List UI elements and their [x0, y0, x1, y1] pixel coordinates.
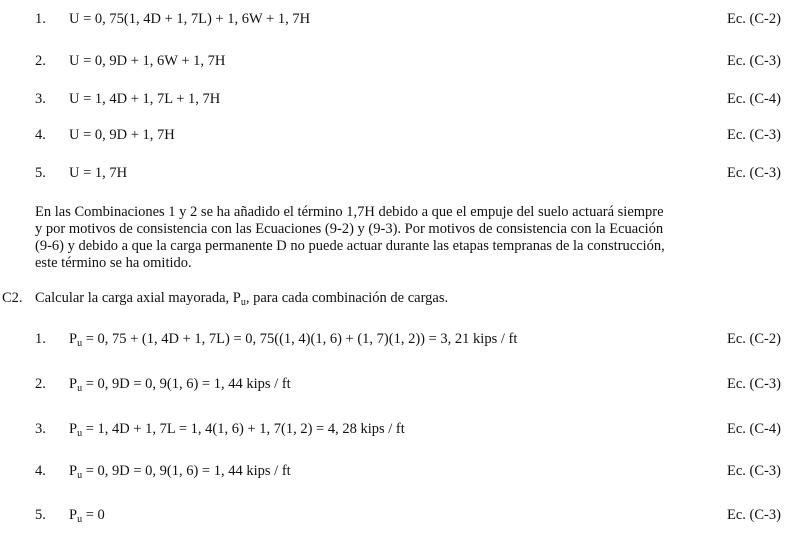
item-number: 3. [35, 421, 46, 437]
heading-text: , para cada combinación de cargas. [245, 290, 449, 306]
equation: U = 1, 7H [69, 165, 128, 181]
equation-body: = 0, 75 + (1, 4D + 1, 7L) = 0, 75((1, 4)(1, 6) + (1, 7)(1, 2)) = 3, 21 kips / ft [82, 331, 518, 347]
paragraph-line: En las Combinaciones 1 y 2 se ha añadido el término 1,7H debido a que el empuje del suelo actuará siempre [35, 204, 664, 220]
paragraph-line: y por motivos de consistencia con las Ecuaciones (9-2) y (9-3). Por motivos de consistencia con la Ecuación [35, 221, 664, 237]
explanation-paragraph [35, 204, 725, 272]
item-number: 5. [35, 165, 46, 181]
equation-reference: Ec. (C-4) [727, 91, 781, 107]
symbol: P [69, 331, 78, 347]
equation-reference: Ec. (C-3) [727, 507, 781, 523]
pu-row [0, 329, 801, 349]
paragraph-line: (9-6) y debido a que la carga permanente D no puede actuar durante las etapas tempranas de la construcción, [35, 238, 665, 254]
equation-reference: Ec. (C-3) [727, 127, 781, 143]
pu-row [0, 419, 801, 439]
equation-body: = 0 [82, 507, 105, 523]
section-heading [2, 288, 448, 313]
pu-row [0, 505, 801, 525]
equation: U = 0, 9D + 1, 7H [69, 127, 175, 143]
item-number: 4. [35, 127, 46, 143]
heading-text: Calcular la carga axial mayorada, P [35, 290, 241, 306]
item-number: 4. [35, 463, 46, 479]
equation-reference: Ec. (C-2) [727, 331, 781, 347]
symbol: P [69, 507, 78, 523]
pu-row [0, 374, 801, 394]
combination-row [0, 125, 801, 145]
combination-row [0, 89, 801, 109]
item-number: 5. [35, 507, 46, 523]
paragraph-line: este término se ha omitido. [35, 255, 192, 271]
symbol: P [69, 463, 78, 479]
equation-reference: Ec. (C-3) [727, 53, 781, 69]
item-number: 2. [35, 53, 46, 69]
equation-reference: Ec. (C-3) [727, 463, 781, 479]
subscript: u [77, 428, 83, 439]
equation: U = 0, 9D + 1, 6W + 1, 7H [69, 53, 226, 69]
symbol: P [69, 376, 78, 392]
pu-row [0, 461, 801, 481]
heading-subscript: u [240, 297, 246, 308]
symbol: P [69, 421, 78, 437]
equation [69, 505, 105, 530]
equation [69, 329, 517, 354]
equation-reference: Ec. (C-2) [727, 11, 781, 27]
combination-row [0, 51, 801, 71]
subscript: u [77, 383, 83, 394]
equation-reference: Ec. (C-3) [727, 165, 781, 181]
equation-reference: Ec. (C-3) [727, 376, 781, 392]
subscript: u [77, 470, 83, 481]
equation: U = 1, 4D + 1, 7L + 1, 7H [69, 91, 221, 107]
equation-reference: Ec. (C-4) [727, 421, 781, 437]
equation: U = 0, 75(1, 4D + 1, 7L) + 1, 6W + 1, 7H [69, 11, 311, 27]
equation [69, 374, 291, 399]
item-number: 3. [35, 91, 46, 107]
subscript: u [77, 338, 83, 349]
subscript: u [77, 514, 83, 525]
combination-row [0, 9, 801, 29]
item-number: 2. [35, 376, 46, 392]
equation [69, 419, 405, 444]
section-label: C2. [2, 290, 23, 306]
item-number: 1. [35, 11, 46, 27]
equation-body: = 0, 9D = 0, 9(1, 6) = 1, 44 kips / ft [82, 376, 291, 392]
combination-row [0, 163, 801, 183]
equation [69, 461, 291, 486]
item-number: 1. [35, 331, 46, 347]
equation-body: = 1, 4D + 1, 7L = 1, 4(1, 6) + 1, 7(1, 2) = 4, 28 kips / ft [82, 421, 405, 437]
equation-body: = 0, 9D = 0, 9(1, 6) = 1, 44 kips / ft [82, 463, 291, 479]
